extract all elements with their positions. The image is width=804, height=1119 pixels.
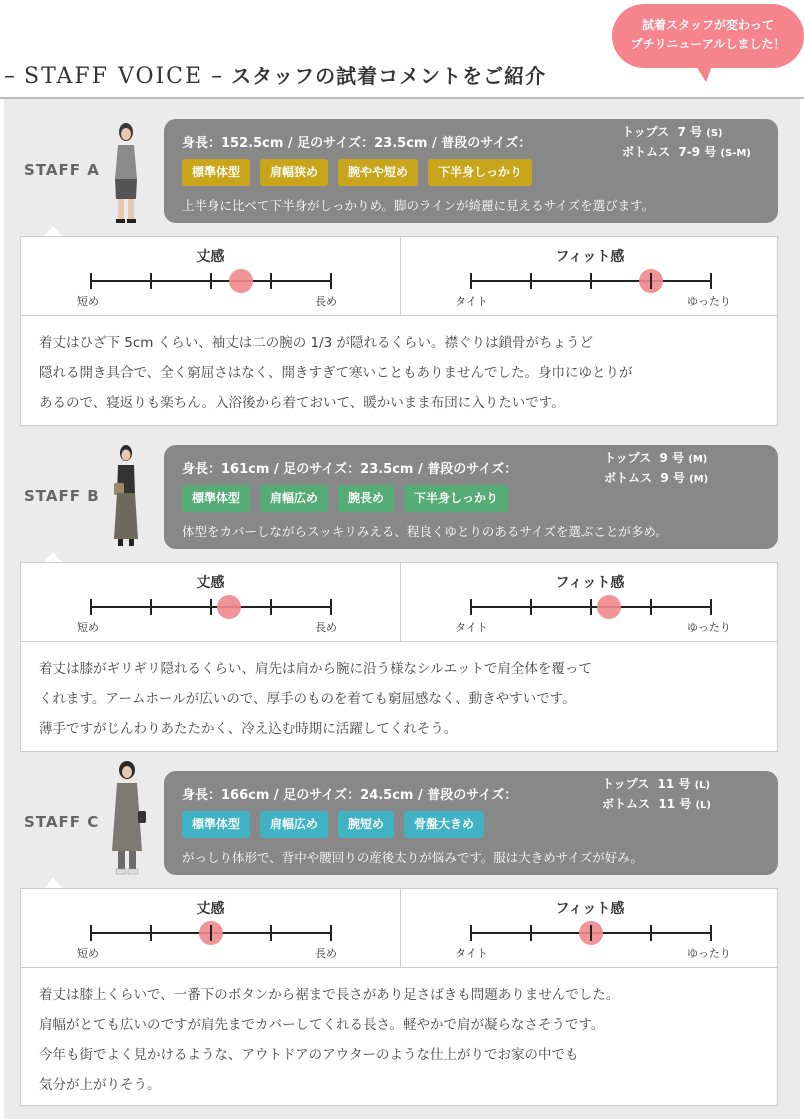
fit-rating: [400, 237, 779, 316]
bottoms-size-letter: (M): [689, 474, 709, 485]
page-header: [0, 0, 804, 100]
length-rating: [21, 563, 400, 642]
comment-line: 気分が上がりそう。: [39, 1077, 161, 1093]
body-tag: 骨盤大きめ: [404, 811, 484, 838]
length-max-label: 長め: [315, 295, 337, 308]
comment-line: 着丈はひざ下 5cm くらい、袖丈は二の腕の 1/3 が隠れるくらい。襟ぐりは鎖骨がちょうど: [39, 335, 594, 351]
length-title: 丈感: [196, 901, 225, 917]
length-title: 丈感: [196, 249, 225, 265]
bottoms-size: 9 号: [660, 471, 685, 485]
fit-rating: [400, 563, 779, 642]
body-tag: 肩幅広め: [260, 485, 328, 512]
staff-c-figure-icon: [102, 759, 152, 879]
fit-max-label: ゆったり: [687, 295, 731, 308]
bubble-line-2: プチリニューアルしました！: [630, 37, 786, 51]
comment-line: 今年も街でよく見かけるような、アウトドアのアウターのような仕上がりでお家の中でも: [39, 1047, 579, 1063]
body-tag: 標準体型: [182, 159, 250, 186]
staff-comment: [20, 316, 778, 426]
fit-min-label: タイト: [455, 947, 488, 960]
staff-stats: 身長：152.5cm / 足のサイズ：23.5cm / 普段のサイズ：: [182, 136, 532, 151]
body-tag: 腕短め: [338, 811, 394, 838]
length-scale: [81, 921, 341, 945]
length-scale: [81, 269, 341, 293]
notch-pointer: [44, 878, 62, 888]
bubble-line-1: 試着スタッフが変わって: [642, 18, 774, 32]
bottoms-size: 7-9 号: [678, 145, 717, 159]
staff-info-card: [164, 119, 778, 223]
length-min-label: 短め: [77, 621, 99, 634]
rating-box: [20, 236, 778, 316]
comment-line: 肩幅がとても広いのですが肩先までカバーしてくれる長さ。軽やかで肩が凝らなさそうです。: [39, 1017, 605, 1033]
bottoms-size-letter: (L): [695, 800, 711, 811]
tops-size: 11 号: [657, 777, 691, 791]
length-scale: [81, 595, 341, 619]
staff-description: 上半身に比べて下半身がしっかりめ。脚のラインが綺麗に見えるサイズを選びます。: [182, 198, 655, 213]
bottoms-size-letter: (S-M): [720, 148, 751, 159]
tops-size-letter: (L): [694, 780, 711, 791]
tops-label: トップス: [622, 125, 670, 139]
length-max-label: 長め: [315, 621, 337, 634]
tops-size: 7 号: [677, 125, 703, 139]
rating-box: [20, 888, 778, 968]
staff-description: がっしり体形で、背中や腰回りの産後太りが悩みです。服は大きめサイズが好み。: [182, 850, 644, 865]
staff-b-figure-icon: [104, 443, 148, 551]
bottoms-label: ボトムス: [602, 797, 651, 811]
scale-rating-marker: [229, 269, 253, 293]
length-min-label: 短め: [77, 947, 99, 960]
usual-sizes: [622, 123, 751, 163]
staff-stats: 身長：161cm / 足のサイズ：23.5cm / 普段のサイズ：: [182, 462, 518, 477]
staff-stats: 身長：166cm / 足のサイズ：24.5cm / 普段のサイズ：: [182, 788, 518, 803]
staff-voice-panel: [4, 99, 800, 1119]
length-rating: [21, 889, 400, 968]
fit-title: フィット感: [555, 249, 625, 265]
scale-rating-marker: [597, 595, 621, 619]
staff-comment: [20, 968, 778, 1106]
length-title: 丈感: [196, 575, 225, 591]
staff-a-figure-icon: [104, 121, 148, 225]
body-tag: 下半身しっかり: [428, 159, 532, 186]
fit-title: フィット感: [555, 901, 625, 917]
staff-description: 体型をカバーしながらスッキリみえる、程良くゆとりのあるサイズを選ぶことが多め。: [182, 524, 668, 539]
body-tag: 腕やや短め: [338, 159, 418, 186]
tops-size-letter: (S): [706, 128, 723, 139]
body-type-tags: [182, 811, 484, 838]
fit-title: フィット感: [555, 575, 625, 591]
comment-line: 着丈は膝がギリギリ隠れるくらい、肩先は肩から腕に沿う様なシルエットで肩全体を覆って: [39, 661, 592, 677]
tops-size: 9 号: [659, 451, 685, 465]
fit-min-label: タイト: [455, 295, 488, 308]
body-type-tags: [182, 485, 508, 512]
fit-max-label: ゆったり: [687, 621, 731, 634]
body-tag: 標準体型: [182, 485, 250, 512]
comment-line: 隠れる開き具合で、全く窮屈さはなく、開きすぎて寒いこともありませんでした。身巾にゆとりが: [39, 365, 633, 381]
length-max-label: 長め: [315, 947, 337, 960]
fit-scale: [461, 595, 721, 619]
notch-pointer: [44, 226, 62, 236]
fit-scale: [461, 269, 721, 293]
bottoms-size: 11 号: [658, 797, 692, 811]
length-rating: [21, 237, 400, 316]
page-title: – STAFF VOICE – スタッフの試着コメントをご紹介: [4, 64, 547, 89]
staff-label: STAFF B: [24, 487, 100, 505]
staff-label: STAFF A: [24, 161, 100, 179]
usual-sizes: [604, 449, 708, 489]
notch-pointer: [44, 552, 62, 562]
fit-max-label: ゆったり: [687, 947, 731, 960]
tops-label: トップス: [604, 451, 652, 465]
body-tag: 肩幅広め: [260, 811, 328, 838]
staff-label: STAFF C: [24, 813, 100, 831]
comment-line: 薄手ですがじんわりあたたかく、冷え込む時期に活躍してくれそう。: [39, 721, 458, 737]
body-tag: 下半身しっかり: [404, 485, 508, 512]
fit-scale: [461, 921, 721, 945]
bottoms-label: ボトムス: [622, 145, 671, 159]
title-ja: スタッフの試着コメントをご紹介: [231, 64, 547, 88]
staff-info-card: [164, 445, 778, 549]
fit-rating: [400, 889, 779, 968]
comment-line: 着丈は膝上くらいで、一番下のボタンから裾まで長さがあり足さばきも問題ありませんでした。: [39, 987, 620, 1003]
tops-label: トップス: [602, 777, 650, 791]
title-en: STAFF VOICE: [24, 64, 204, 89]
fit-min-label: タイト: [455, 621, 488, 634]
staff-comment: [20, 642, 778, 752]
renewal-speech-bubble: [612, 4, 804, 68]
rating-box: [20, 562, 778, 642]
scale-rating-marker: [217, 595, 241, 619]
body-tag: 標準体型: [182, 811, 250, 838]
bottoms-label: ボトムス: [604, 471, 653, 485]
usual-sizes: [602, 775, 711, 815]
body-tag: 肩幅狭め: [260, 159, 328, 186]
comment-line: くれます。アームホールが広いので、厚手のものを着ても窮屈感なく、動きやすいです。: [39, 691, 576, 707]
body-tag: 腕長め: [338, 485, 394, 512]
staff-info-card: [164, 771, 778, 875]
length-min-label: 短め: [77, 295, 99, 308]
comment-line: あるので、寝返りも楽ちん。入浴後から着ておいて、暖かいまま布団に入りたいです。: [39, 395, 565, 411]
tops-size-letter: (M): [688, 454, 708, 465]
body-type-tags: [182, 159, 532, 186]
